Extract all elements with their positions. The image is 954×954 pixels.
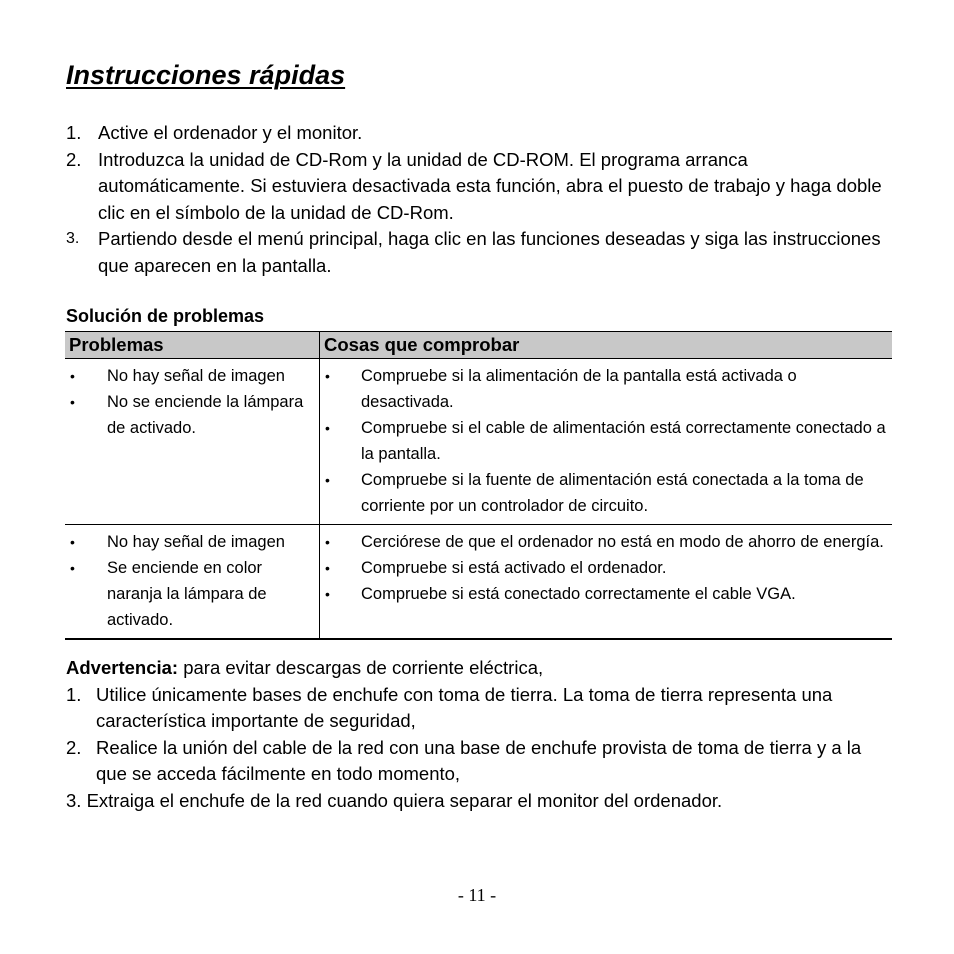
warning-label: Advertencia: — [66, 657, 179, 678]
warning-item — [66, 682, 896, 735]
checks-cell — [320, 525, 893, 640]
bullet-icon: • — [70, 368, 75, 384]
check-text: Compruebe si está conectado correctamente el cable VGA. — [361, 585, 796, 603]
page-number: - 11 - — [457, 885, 497, 905]
problems-cell — [65, 359, 320, 525]
list-item — [65, 363, 319, 389]
list-item — [65, 389, 319, 441]
list-item — [320, 581, 892, 607]
step-text: Introduzca la unidad de CD-Rom y la unidad de CD-ROM. El programa arranca automáticamente. Si estuviera desactivada esta función, abra el puesto de trabajo y haga doble clic en el símbolo de la unidad de CD-Rom. — [98, 148, 882, 223]
bullet-icon: • — [325, 534, 330, 550]
warning-item — [66, 788, 896, 815]
step-text: Partiendo desde el menú principal, haga clic en las funciones deseadas y siga las instrucciones que aparecen en la pantalla. — [98, 228, 881, 276]
list-item — [320, 529, 892, 555]
list-item — [320, 415, 892, 467]
bullet-icon: • — [325, 560, 330, 576]
bullet-icon: • — [325, 420, 330, 436]
bullet-icon: • — [325, 472, 330, 488]
checks-cell — [320, 359, 893, 525]
troubleshooting-table — [65, 331, 892, 640]
check-text: Cerciórese de que el ordenador no está en modo de ahorro de energía. — [361, 533, 884, 551]
step-item — [66, 226, 896, 279]
table-row — [65, 359, 892, 525]
warning-text: Utilice únicamente bases de enchufe con toma de tierra. La toma de tierra representa una característica importante de seguridad, — [96, 683, 833, 731]
warning-intro — [66, 655, 896, 682]
step-item — [66, 120, 896, 147]
table-header-row — [65, 332, 892, 359]
check-text: Compruebe si la alimentación de la pantalla está activada o desactivada. — [361, 367, 797, 411]
step-item — [66, 147, 896, 227]
warning-item — [66, 735, 896, 788]
bullet-icon: • — [325, 368, 330, 384]
bullet-icon: • — [70, 534, 75, 550]
bullet-icon: • — [70, 394, 75, 410]
list-item — [65, 529, 319, 555]
instruction-steps — [66, 120, 896, 279]
troubleshooting-heading: Solución de problemas — [66, 306, 265, 326]
warning-intro-text: para evitar descargas de corriente eléctrica, — [178, 657, 544, 678]
check-text: Compruebe si está activado el ordenador. — [361, 559, 667, 577]
problems-cell — [65, 525, 320, 640]
list-item — [320, 467, 892, 519]
page-title: Instrucciones rápidas — [66, 60, 346, 90]
warning-number: 2. — [66, 736, 82, 758]
problem-text: No se enciende la lámpara de activado. — [107, 393, 304, 437]
table-row — [65, 525, 892, 640]
column-header-problems: Problemas — [65, 332, 320, 359]
bullet-icon: • — [70, 560, 75, 576]
step-text: Active el ordenador y el monitor. — [98, 122, 363, 143]
warning-text: Realice la unión del cable de la red con una base de enchufe provista de toma de tierra y a la que se acceda fácilmente en todo momento, — [96, 736, 862, 784]
step-number: 2. — [66, 148, 82, 170]
list-item — [320, 555, 892, 581]
column-header-checks: Cosas que comprobar — [320, 332, 893, 359]
check-text: Compruebe si el cable de alimentación está correctamente conectado a la pantalla. — [361, 419, 886, 463]
list-item — [65, 555, 319, 633]
warning-section — [66, 655, 896, 814]
warning-text: 3. Extraiga el enchufe de la red cuando quiera separar el monitor del ordenador. — [66, 789, 723, 811]
problem-text: Se enciende en color naranja la lámpara de activado. — [107, 559, 267, 629]
problem-text: No hay señal de imagen — [107, 367, 285, 385]
warning-number: 1. — [66, 683, 82, 705]
check-text: Compruebe si la fuente de alimentación está conectada a la toma de corriente por un controlador de circuito. — [361, 471, 864, 515]
step-number: 1. — [66, 122, 82, 143]
problem-text: No hay señal de imagen — [107, 533, 285, 551]
step-number: 3. — [66, 230, 80, 247]
list-item — [320, 363, 892, 415]
bullet-icon: • — [325, 586, 330, 602]
